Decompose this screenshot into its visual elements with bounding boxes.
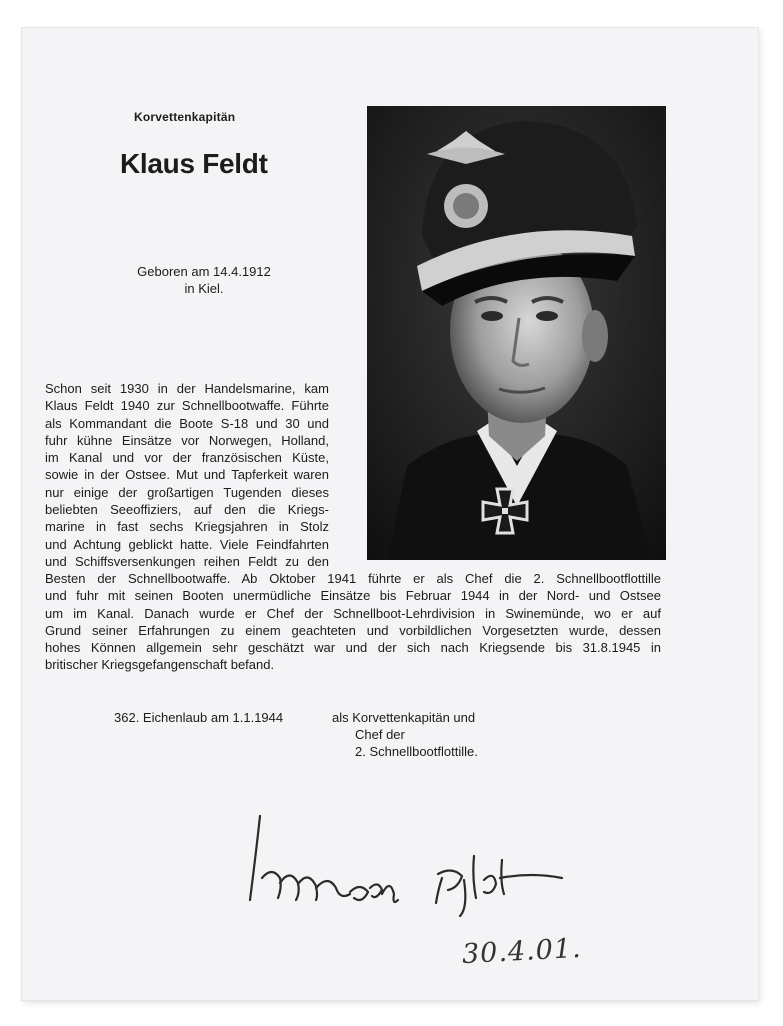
award-line: als Korvettenkapitän und: [332, 710, 476, 725]
document-page: [22, 28, 758, 1000]
biography-narrow: [45, 380, 329, 570]
bio-line: hohes Können allgemein sehr geschätzt war und der sich nach Kriegsende bis 31.8.1945 in: [45, 640, 661, 656]
bio-line: Grund seiner Erfahrungen zu einem geachteten und vorbildlichen Vorgesetzten wurde, dessen: [45, 622, 661, 638]
bio-line: Schon seit 1930 in der Handelsmarine, kam: [45, 381, 329, 396]
portrait-image: [367, 106, 666, 560]
bio-line: und Achtung geblickt hatte. Viele Feindfahrten: [45, 536, 329, 552]
bio-line: im Kanal und vor der französischen Küste,: [45, 450, 329, 466]
bio-line: beliebten Seeoffiziers, auf den die Kriegs-: [45, 502, 329, 518]
rank-title: Korvettenkapitän: [134, 110, 236, 124]
person-name: Klaus Feldt: [120, 148, 268, 179]
bio-line: um im Kanal. Danach wurde er Chef der Schnellboot-Lehrdivision in Swinemünde, wo er auf: [45, 605, 661, 621]
birth-date: Geboren am 14.4.1912: [137, 264, 271, 279]
bio-line: fuhr kühne Einsätze vor Norwegen, Holland,: [45, 432, 329, 448]
bio-line: Klaus Feldt 1940 zur Schnellbootwaffe. Führte: [45, 398, 329, 414]
portrait-photo: [367, 106, 666, 560]
bio-line: sowie in der Ostsee. Mut und Tapferkeit waren: [45, 467, 329, 483]
birth-info: [104, 263, 304, 297]
bio-line: britischer Kriegsgefangenschaft befand.: [45, 657, 275, 673]
birth-place: in Kiel.: [184, 281, 224, 296]
bio-line: als Kommandant die Boote S-18 und 30 und: [45, 415, 329, 431]
award-date: 362. Eichenlaub am 1.1.1944: [114, 710, 284, 725]
award-line: Chef der: [355, 727, 405, 742]
bio-line: und fuhr mit seinen Booten unermüdliche Einsätze bis Februar 1944 in der Nord- und Ostsee: [45, 588, 661, 604]
signature-image: [232, 808, 572, 918]
biography-wide: [45, 570, 661, 674]
bio-line: marine in fast sechs Kriegsjahren in Stolz: [45, 519, 329, 535]
bio-line: Besten der Schnellbootwaffe. Ab Oktober 1941 führte er als Chef die 2. Schnellbootflottille: [45, 571, 661, 586]
handwritten-date: 30.4.01.: [461, 932, 583, 971]
bio-line: nur einige der großartigen Tugenden dieses: [45, 484, 329, 500]
award-description: [332, 709, 478, 760]
handwritten-signature: [232, 808, 572, 918]
award-line: 2. Schnellbootflottille.: [355, 744, 478, 759]
bio-line: und Schiffsversenkungen reihen Feldt zu den: [45, 553, 329, 569]
